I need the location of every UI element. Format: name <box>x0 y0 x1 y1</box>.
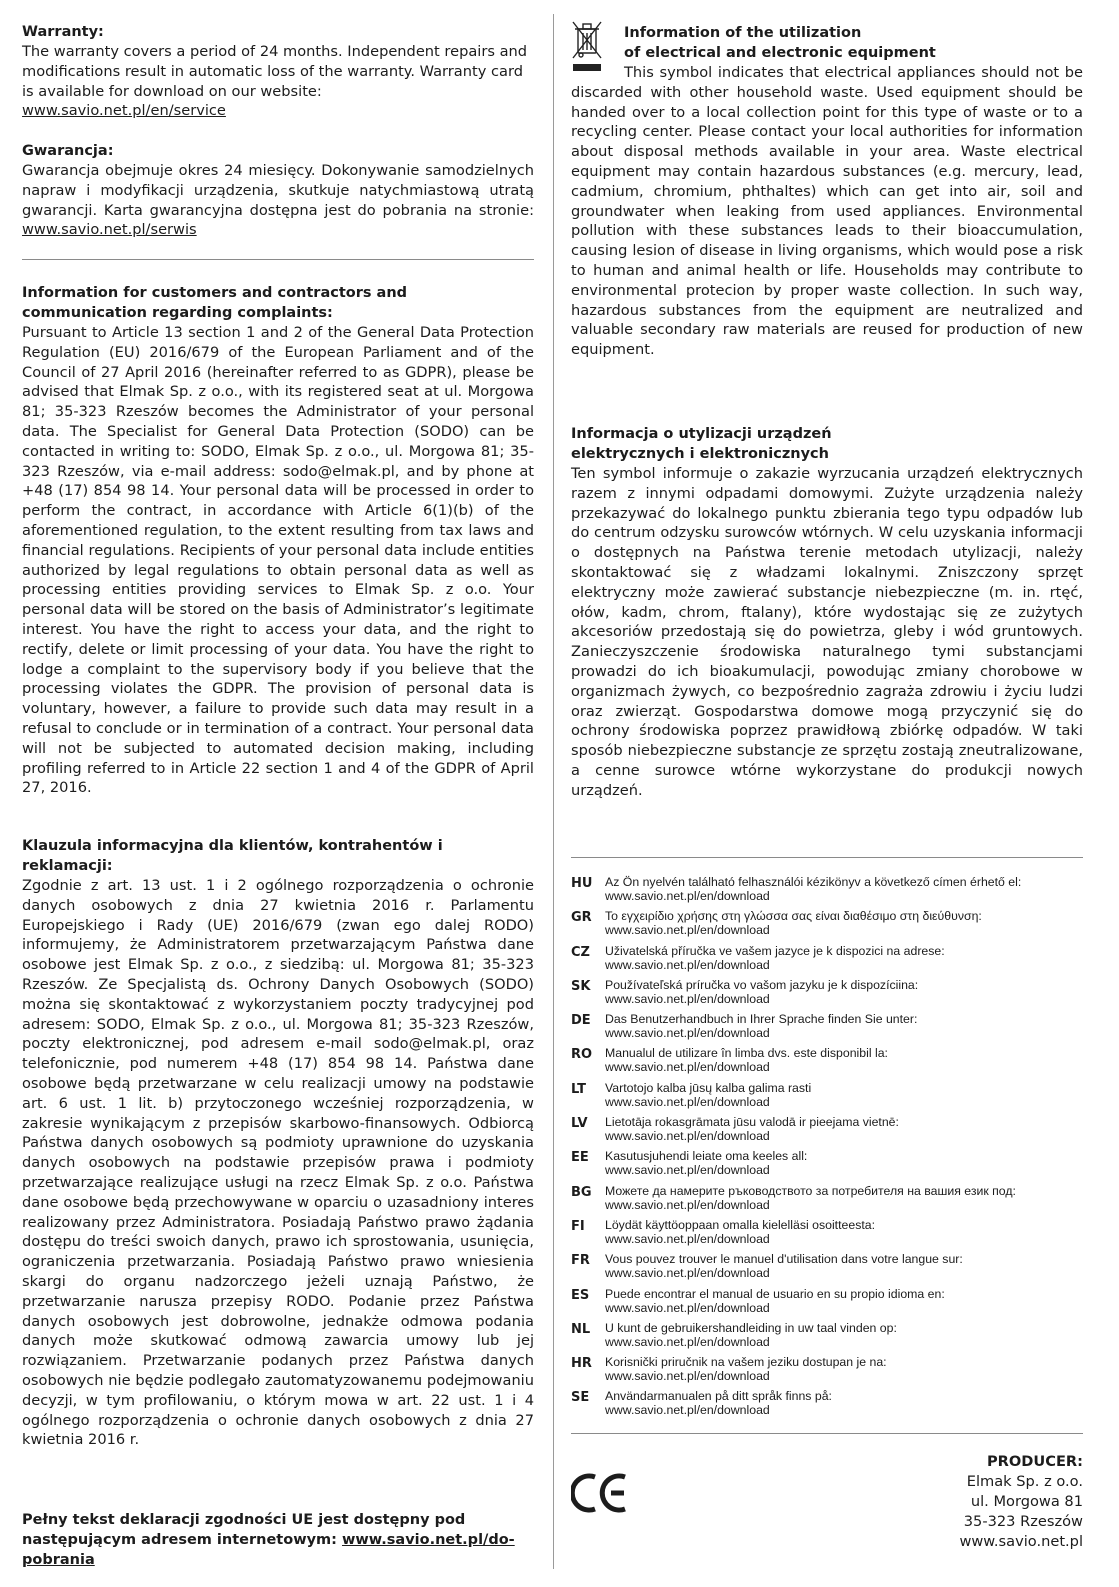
language-text: Korisnički priručnik na vašem jeziku dostupan je na: <box>605 1355 887 1370</box>
language-url[interactable]: www.savio.net.pl/en/download <box>605 1129 770 1144</box>
language-item-es <box>571 1285 1083 1319</box>
producer-title: PRODUCER: <box>986 1453 1083 1470</box>
divider-line <box>571 857 1083 858</box>
language-url[interactable]: www.savio.net.pl/en/download <box>605 1197 770 1212</box>
language-item-de <box>571 1010 1083 1044</box>
language-item-bg <box>571 1182 1083 1216</box>
declaration-link[interactable]: www.savio.net.pl/do-pobrania <box>22 1532 515 1568</box>
language-url[interactable]: www.savio.net.pl/en/download <box>605 1231 770 1246</box>
language-text: Vartotojo kalba jūsų kalba galima rasti <box>605 1080 812 1095</box>
language-code: HR <box>571 1356 592 1372</box>
producer-block <box>959 1452 1083 1552</box>
language-item-sk <box>571 976 1083 1010</box>
language-item-hu <box>571 873 1083 907</box>
language-code: HU <box>571 876 593 891</box>
language-code: FI <box>571 1218 585 1234</box>
language-code: SK <box>571 978 591 994</box>
language-url[interactable]: www.savio.net.pl/en/download <box>605 1369 770 1384</box>
gdpr-en-title: Information for customers and contractors and communication regarding complaints: <box>22 285 408 321</box>
gdpr-pl-body: Zgodnie z art. 13 ust. 1 i 2 ogólnego rozporządzenia o ochronie danych osobowych z dnia 27 kwietnia 2016 r. Parlamentu Europejskiego i Rady (UE) 2016/679 (zwan ego dalej RODO) informujemy, że Administratorem przetwarzającym Państwa dane osobowe jest Elmak Sp. z o.o., z siedzibą: ul. Morgowa 81; 35-323 Rzeszów. Ze Specjalistą ds. Ochrony Danych Osobowych (SODO) można się skontaktować z wykorzystaniem poczty tradycyjnej pod adresem: SODO, Elmak Sp. z o.o., ul. Morgowa 81; 35-323 Rzeszów, poczty elektronicznej, pod adresem e-mail sodo@elmak.pl, oraz telefonicznie, pod numerem +48 (17) 854 98 14. Państwa dane osobowe będą przetwarzane w celu realizacji umowy na podstawie art. 6 ust. 1 lit. b) przytoczonego wcześniej rozporządzenia, w zakresie wynikającym z przepisów skarbowo-finansowych. Odbiorcą Państwa danych osobowych są podmioty uprawnione do uzyskania danych osobowych na podstawie przepisów prawa i podmioty przetwarzające realizujące usługi na rzecz Elmak Sp. z o.o. Państwa dane osobowe będą przechowywane w oparciu o uzasadniony interes realizowany przez Administratora. Posiadają Państwo prawo żądania dostępu do treści swoich danych, prawo ich sprostowania, usunięcia, ograniczenia przetwarzania. Posiadają Państwo prawo wniesienia skargi do organu nadzorczego jeżeli uznają Państwo, że przetwarzanie narusza przepisy RODO. Podanie przez Państwa danych osobowych jest dobrowolne, jednakże odmowa podania danych może skutkować odmową zawarcia umowy lub jej rozwiązaniem. Przetwarzanie podanych przez Państwa danych osobowych nie będzie podlegało zautomatyzowanemu podejmowaniu decyzji, w tym profilowaniu, o którym mowa w art. 22 ust. 1 i 4 ogólnego rozporządzenia o ochronie danych osobowych z dnia 27 kwietnia 2016 r. <box>22 877 534 1449</box>
gdpr-pl-title: Klauzula informacyjna dla klientów, kontrahentów i reklamacji: <box>22 838 443 874</box>
language-text: Löydät käyttöoppaan omalla kielelläsi osoitteesta: <box>605 1217 876 1232</box>
warranty-en-link[interactable]: www.savio.net.pl/en/service <box>22 102 226 120</box>
language-text: Uživatelská příručka ve vašem jazyce je k dispozici na adrese: <box>605 943 945 958</box>
weee-pl-body: Ten symbol informuje o zakazie wyrzucania urządzeń elektrycznych razem z innymi odpadami domowymi. Zużyte urządzenia należy przekazywać do lokalnego punktu zbierania tego typu odpadów lub do centrum odzysku surowców wtórnych. W celu uzyskania informacji o dostępnych na Państwa terenie metodach utylizacji, należy skontaktować się z władzami lokalnymi. Zniszczony sprzęt elektryczny może zawierać substancje niebezpieczne (m. in. rtęć, ołów, kadm, chrom, ftalany), które wydostając się ze zużytych akcesoriów przedostają się do powietrza, gleby i wód gruntowych. Zanieczyszczenie środowiska naturalnego tymi substancjami prowadzi do ich bioakumulacji, powodując zmiany chorobowe w organizmach żywych, co bezpośrednio zagraża zdrowiu i życiu ludzi oraz zwierząt. Gospodarstwa domowe mogą przyczynić się do ochrony środowiska poprzez prawidłową zbiórkę odpadów. W taki sposób niebezpieczne substancje ze sprzętu zostają zneutralizowane, a cenne surowce wtórne wykorzystane do produkcji nowych urządzeń. <box>571 465 1083 799</box>
gdpr-en-body: Pursuant to Article 13 section 1 and 2 of the General Data Protection Regulation (EU) 2016/679 of the European Parliament and of the Council of 27 April 2016 (hereinafter referred to as GDPR), please be advised that Elmak Sp. z o.o., with its registered seat at ul. Morgowa 81; 35-323 Rzeszów becomes the Administrator of your personal data. The Specialist for General Data Protection (SODO) can be contacted in writing to: SODO, Elmak Sp. z o.o., ul. Morgowa 81; 35-323 Rzeszów, via e-mail address: sodo@elmak.pl, and by phone at +48 (17) 854 98 14. Your personal data will be processed in order to perform the contract, in accordance with Article 6(1)(b) of the aforementioned regulation, to the extent resulting from tax laws and financial regulations. Recipients of your personal data include entities authorized by legal regulations to obtain personal data as well as processing entities providing services to Elmak Sp. z o.o. Your personal data will be stored on the basis of Administrator’s legitimate interest. You have the right to access your data, and the right to rectify, delete or limit processing of your data. You have the right to lodge a complaint to the supervisory body if you believe that the processing violates the GDPR. The provision of personal data is voluntary, however, a failure to provide such data may result in a refusal to conclude or in termination of a contract. Your personal data will not be subjected to automated decision making, including profiling referred to in Article 22 section 1 and 4 of the GDPR of April 27, 2016. <box>22 324 534 797</box>
language-text: Можете да намерите ръководството за потребителя на вашия език под: <box>605 1183 1016 1198</box>
ce-mark-icon <box>571 1471 631 1515</box>
language-url[interactable]: www.savio.net.pl/en/download <box>605 991 770 1006</box>
language-item-ro <box>571 1044 1083 1078</box>
language-item-hr <box>571 1353 1083 1387</box>
language-code: LT <box>571 1081 586 1097</box>
divider-line <box>571 1433 1083 1434</box>
producer-city: 35-323 Rzeszów <box>963 1513 1083 1530</box>
weee-en-title-1: Information of the utilization <box>624 25 862 41</box>
language-item-lv <box>571 1113 1083 1147</box>
language-url[interactable]: www.savio.net.pl/en/download <box>605 1026 770 1041</box>
producer-company: Elmak Sp. z o.o. <box>966 1473 1083 1490</box>
language-item-nl <box>571 1319 1083 1353</box>
producer-street: ul. Morgowa 81 <box>970 1493 1083 1510</box>
language-code: CZ <box>571 944 590 960</box>
warranty-pl-body <box>22 161 534 240</box>
declaration-text <box>22 1510 534 1570</box>
declaration-section <box>22 1510 534 1570</box>
language-code: FR <box>571 1253 590 1269</box>
weee-pl-title: Informacja o utylizacji urządzeń elektrycznych i elektronicznych <box>571 426 832 462</box>
language-item-lt <box>571 1079 1083 1113</box>
language-code: BG <box>571 1184 592 1200</box>
divider-line <box>22 259 534 260</box>
language-url[interactable]: www.savio.net.pl/en/download <box>605 1163 770 1178</box>
language-item-gr <box>571 907 1083 941</box>
language-url[interactable]: www.savio.net.pl/en/download <box>605 1300 770 1315</box>
language-code: RO <box>571 1047 593 1063</box>
warranty-en-section <box>22 22 534 121</box>
warranty-pl-section <box>22 141 534 240</box>
language-code: ES <box>571 1287 590 1303</box>
weee-en-section <box>571 23 1083 360</box>
language-code: NL <box>571 1321 591 1337</box>
language-url[interactable]: www.savio.net.pl/en/download <box>605 1266 770 1281</box>
language-url[interactable]: www.savio.net.pl/en/download <box>605 923 770 938</box>
language-text: Puede encontrar el manual de usuario en su propio idioma en: <box>605 1286 945 1301</box>
warranty-en-text: The warranty covers a period of 24 months. Independent repairs and modifications result in automatic loss of the warranty. Warranty card is available for download on our website: <box>22 43 528 100</box>
language-list <box>571 873 1083 1422</box>
language-item-cz <box>571 942 1083 976</box>
language-text: Användarmanualen på ditt språk finns på: <box>605 1389 832 1404</box>
language-text: Lietotāja rokasgrāmata jūsu valodā ir pieejama vietnē: <box>605 1115 899 1130</box>
language-text: Používateľská príručka vo vašom jazyku je k dispozíciina: <box>605 977 919 992</box>
language-url[interactable]: www.savio.net.pl/en/download <box>605 957 770 972</box>
gdpr-en-section <box>22 283 534 798</box>
language-code: DE <box>571 1013 591 1029</box>
language-url[interactable]: www.savio.net.pl/en/download <box>605 1403 770 1418</box>
language-code: LV <box>571 1116 588 1132</box>
language-url[interactable]: www.savio.net.pl/en/download <box>605 889 770 903</box>
weee-en-body: This symbol indicates that electrical appliances should not be discarded with other household waste. Used equipment should be handed over to a local collection point for this type of waste or to a recycling center. Please contact your local authorities for information about disposal methods available in your area. Waste electrical equipment may contain hazardous substances (e.g. mercury, lead, cadmium, chromium, phthaltes) which can get into air, soil and groundwater when leaking from used appliances. Environmental pollution with these substances leads to their bioaccumulation, causing lesion of disease in living organisms, which would pose a risk to human and animal health or life. Households may contribute to environmental protecion by proper waste collection. In such way, hazardous substances from the equipment are neutralized and valuable secondary raw materials are reused for production of new equipment. <box>571 64 1083 359</box>
language-code: GR <box>571 910 592 926</box>
language-item-se <box>571 1387 1083 1421</box>
language-url[interactable]: www.savio.net.pl/en/download <box>605 1334 770 1349</box>
language-url[interactable]: www.savio.net.pl/en/download <box>605 1094 770 1109</box>
gdpr-pl-section <box>22 836 534 1450</box>
column-divider <box>553 14 554 1569</box>
language-code: EE <box>571 1150 589 1166</box>
producer-website[interactable]: www.savio.net.pl <box>959 1533 1083 1550</box>
weee-en-title-2: of electrical and electronic equipment <box>624 45 936 61</box>
warranty-pl-text: Gwarancja obejmuje okres 24 miesięcy. Dokonywanie samodzielnych napraw i modyfikacji urządzenia, skutkuje natychmiastową utratą gwarancji. Karta gwarancyjna dostępna jest do pobrania na stronie: <box>22 162 534 219</box>
language-text: Το εγχειρίδιο χρήσης στη γλώσσα σας είναι διαθέσιμο στη διεύθυνση: <box>605 909 982 924</box>
language-text: Az Ön nyelvén található felhasználói kézikönyv a következő címen érhető el: <box>605 875 1022 889</box>
language-item-fi <box>571 1216 1083 1250</box>
language-item-ee <box>571 1147 1083 1181</box>
warranty-pl-title: Gwarancja: <box>22 143 114 159</box>
language-text: Das Benutzerhandbuch in Ihrer Sprache finden Sie unter: <box>605 1012 918 1027</box>
language-text: U kunt de gebruikershandleiding in uw taal vinden op: <box>605 1320 897 1335</box>
warranty-en-title: Warranty: <box>22 24 104 40</box>
language-text: Kasutusjuhendi leiate oma keeles all: <box>605 1149 808 1164</box>
language-code: SE <box>571 1390 590 1406</box>
warranty-en-body <box>22 42 534 121</box>
language-url[interactable]: www.savio.net.pl/en/download <box>605 1060 770 1075</box>
declaration-label: Pełny tekst deklaracji zgodności UE jest dostępny pod następującym adresem internetowym: <box>22 1512 466 1548</box>
language-text: Vous pouvez trouver le manuel d'utilisation dans votre langue sur: <box>605 1252 963 1267</box>
language-item-fr <box>571 1250 1083 1284</box>
weee-pl-section <box>571 424 1083 801</box>
language-text: Manualul de utilizare în limba dvs. este disponibil la: <box>605 1046 888 1061</box>
warranty-pl-link[interactable]: www.savio.net.pl/serwis <box>22 221 197 239</box>
